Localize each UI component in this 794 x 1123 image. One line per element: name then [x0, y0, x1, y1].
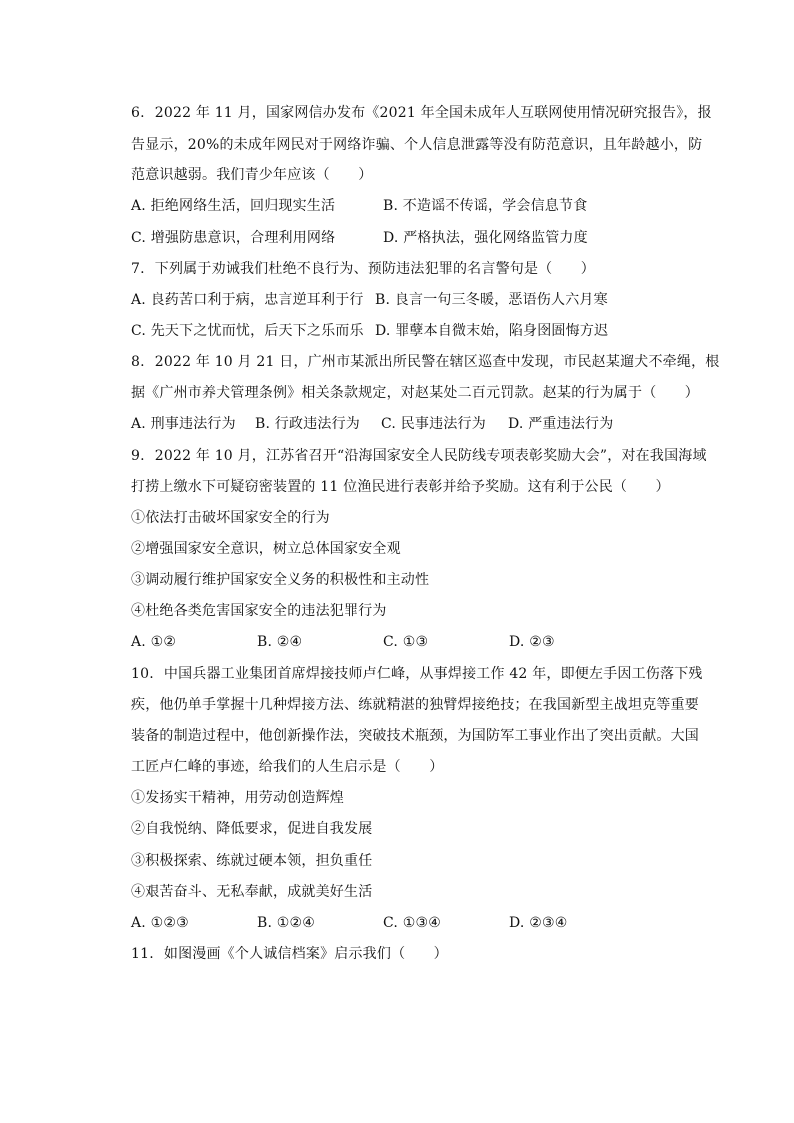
q6-option-d: D. 严格执法，强化网络监管力度	[383, 230, 588, 246]
q6-option-c: C. 增强防患意识，合理利用网络	[131, 230, 336, 246]
q10-option-c: C. ①③④	[383, 915, 441, 931]
q8-option-a: A. 刑事违法行为	[131, 416, 236, 432]
q6-option-a: A. 拒绝网络生活，回归现实生活	[131, 198, 336, 214]
q6-line-2: 告显示，20%的未成年网民对于网络诈骗、个人信息泄露等没有防范意识，且年龄越小，防	[131, 137, 703, 153]
q10-item-4: ④艰苦奋斗、无私奉献，成就美好生活	[131, 884, 373, 900]
q8-line-2: 据《广州市养犬管理条例》相关条款规定，对赵某处二百元罚款。赵某的行为属于（ ）	[131, 385, 699, 401]
q7-option-a: A. 良药苦口利于病，忠言逆耳利于行	[131, 292, 364, 308]
q9-number: 9.	[131, 448, 145, 464]
q6-option-b: B. 不造谣不传谣，学会信息节食	[383, 198, 588, 214]
q10-item-3: ③积极探索、练就过硬本领，担负重任	[131, 853, 373, 869]
q9-option-b: B. ②④	[257, 634, 303, 650]
q10-line-2: 疾，他仍单手掌握十几种焊接方法、练就精湛的独臂焊接绝技；在我国新型主战坦克等重要	[131, 697, 699, 713]
q10-line-4: 工匠卢仁峰的事迹，给我们的人生启示是（ ）	[131, 759, 444, 775]
q6-line-3: 范意识越弱。我们青少年应该（ ）	[131, 167, 373, 183]
q7-number: 7.	[131, 261, 145, 277]
q10-line-3: 装备的制造过程中，他创新操作法，突破技术瓶颈，为国防军工事业作出了突出贡献。大国	[131, 728, 699, 744]
q7-option-d: D. 罪孽本自微末始，陷身囹圄悔方迟	[375, 323, 609, 339]
q8-option-b: B. 行政违法行为	[255, 416, 360, 432]
q8-number: 8.	[131, 354, 145, 370]
q11-line-1: 11. 如图漫画《个人诚信档案》启示我们（ ）	[131, 946, 448, 962]
q10-option-d: D. ②③④	[509, 915, 568, 931]
q10-option-a: A. ①②③	[131, 915, 189, 931]
q10-option-b: B. ①②④	[257, 915, 316, 931]
q7-option-c: C. 先天下之忧而忧，后天下之乐而乐	[131, 323, 364, 339]
q8-option-d: D. 严重违法行为	[508, 416, 614, 432]
q9-option-a: A. ①②	[131, 634, 177, 650]
q6-line-1: 6. 2022 年 11 月，国家网信办发布《2021 年全国未成年人互联网使用情况研究报告》，报	[131, 105, 712, 121]
q10-number: 10.	[131, 666, 154, 682]
q11-number: 11.	[131, 946, 154, 962]
q10-item-2: ②自我悦纳、降低要求，促进自我发展	[131, 821, 373, 837]
q9-item-1: ①依法打击破坏国家安全的行为	[131, 510, 330, 526]
q9-option-d: D. ②③	[509, 634, 555, 650]
q9-item-2: ②增强国家安全意识，树立总体国家安全观	[131, 541, 401, 557]
q10-line-1: 10. 中国兵器工业集团首席焊接技师卢仁峰，从事焊接工作 42 年，即便左手因工伤落下残	[131, 666, 703, 682]
q9-item-4: ④杜绝各类危害国家安全的违法犯罪行为	[131, 603, 387, 619]
q7-option-b: B. 良言一句三冬暖，恶语伤人六月寒	[375, 292, 608, 308]
q6-number: 6.	[131, 105, 145, 121]
q7-line-1: 7. 下列属于劝诫我们杜绝不良行为、预防违法犯罪的名言警句是（ ）	[131, 261, 595, 277]
q10-item-1: ①发扬实干精神，用劳动创造辉煌	[131, 790, 344, 806]
q9-line-1: 9. 2022 年 10 月，江苏省召开“沿海国家安全人民防线专项表彰奖励大会”，对在我国海域	[131, 448, 707, 464]
q9-line-2: 打捞上缴水下可疑窃密装置的 11 位渔民进行表彰并给予奖励。这有利于公民（ ）	[131, 479, 670, 495]
q9-option-c: C. ①③	[383, 634, 429, 650]
q8-option-c: C. 民事违法行为	[381, 416, 486, 432]
q8-line-1: 8. 2022 年 10 月 21 日，广州市某派出所民警在辖区巡查中发现，市民赵某遛犬不牵绳，根	[131, 354, 720, 370]
q9-item-3: ③调动履行维护国家安全义务的积极性和主动性	[131, 572, 430, 588]
